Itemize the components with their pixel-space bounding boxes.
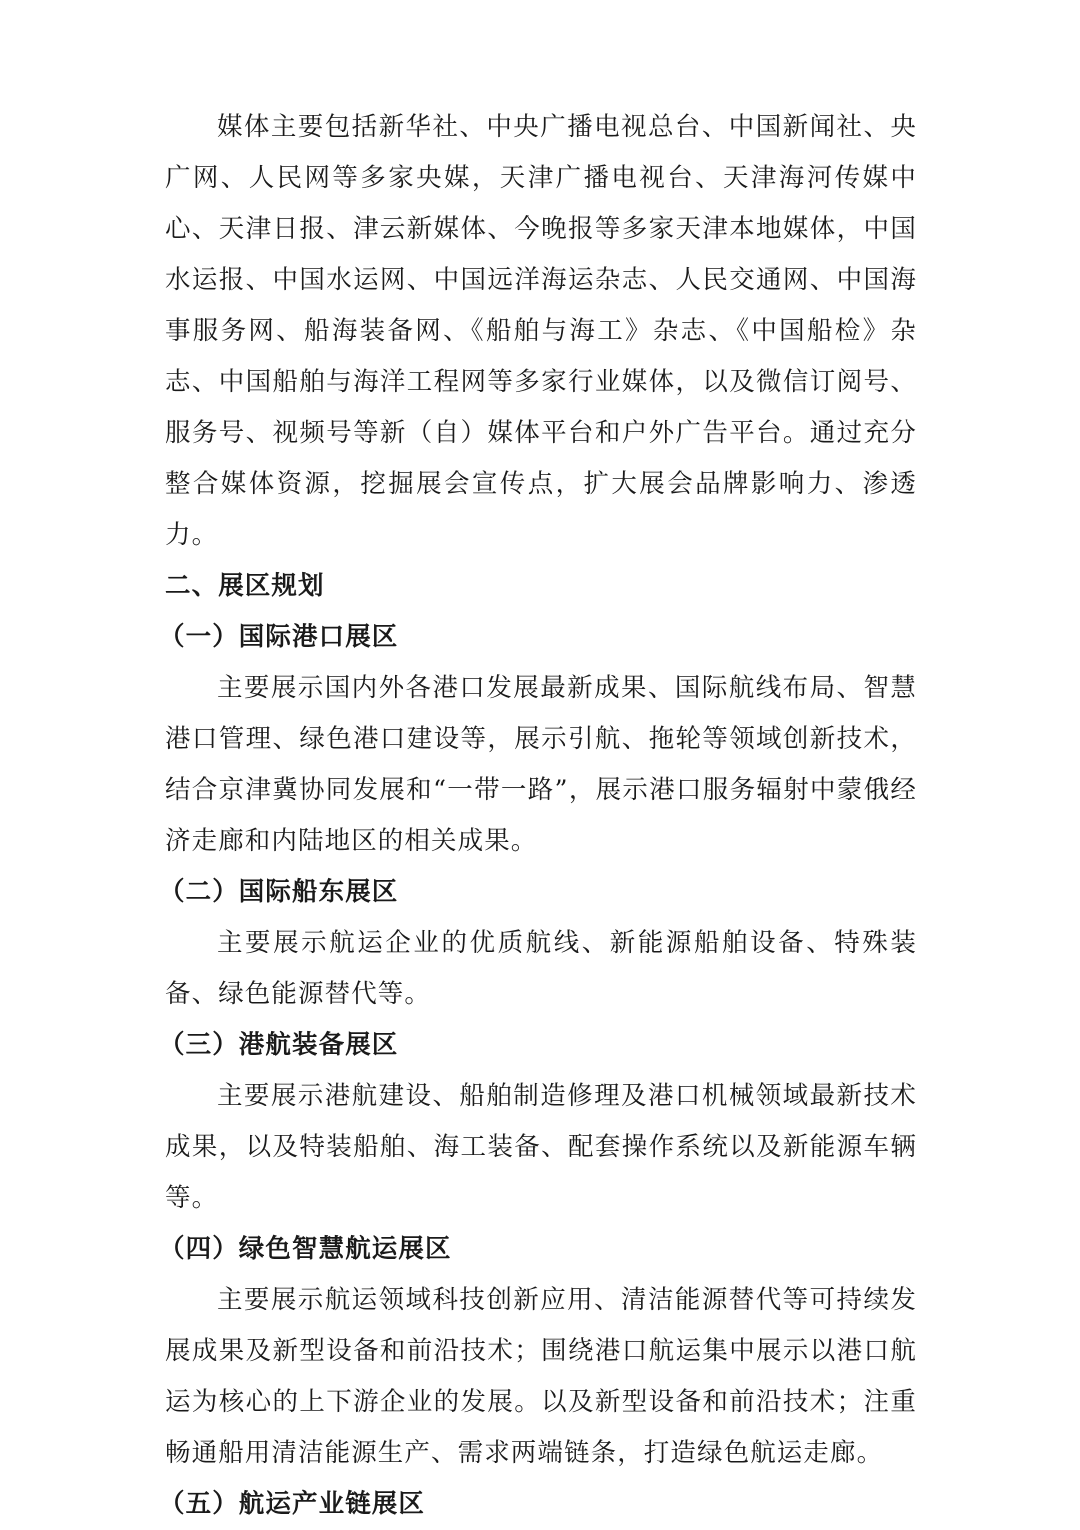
subsection-body-1: 主要展示国内外各港口发展最新成果、国际航线布局、智慧港口管理、绿色港口建设等，展示引航、拖轮等领域创新技术，结合京津冀协同发展和“一带一路”，展示港口服务辐射中蒙俄经济走廊和内陆地区的相关成果。 xyxy=(165,673,917,856)
subsection-heading-5: （五）航运产业链展区 xyxy=(159,1489,426,1519)
subsection-body-2: 主要展示航运企业的优质航线、新能源船舶设备、特殊装备、绿色能源替代等。 xyxy=(165,928,917,1009)
subsection-heading-1: （一）国际港口展区 xyxy=(159,622,399,652)
subsection-body-3: 主要展示港航建设、船舶制造修理及港口机械领域最新技术成果，以及特装船舶、海工装备、配套操作系统以及新能源车辆等。 xyxy=(165,1081,917,1213)
intro-paragraph: 媒体主要包括新华社、中央广播电视总台、中国新闻社、央广网、人民网等多家央媒，天津广播电视台、天津海河传媒中心、天津日报、津云新媒体、今晚报等多家天津本地媒体，中国水运报、中国水运网、中国远洋海运杂志、人民交通网、中国海事服务网、船海装备网、《船舶与海工》杂志、《中国船检》杂志、中国船舶与海洋工程网等多家行业媒体，以及微信订阅号、服务号、视频号等新（自）媒体平台和户外广告平台。通过充分整合媒体资源，挖掘展会宣传点，扩大展会品牌影响力、渗透力。 xyxy=(165,112,917,550)
document-page xyxy=(159,102,917,1530)
subsection-heading-3: （三）港航装备展区 xyxy=(159,1030,399,1060)
section-heading: 二、展区规划 xyxy=(165,571,325,601)
subsection-body-4: 主要展示航运领域科技创新应用、清洁能源替代等可持续发展成果及新型设备和前沿技术；围绕港口航运集中展示以港口航运为核心的上下游企业的发展。以及新型设备和前沿技术；注重畅通船用清洁能源生产、需求两端链条，打造绿色航运走廊。 xyxy=(165,1285,917,1468)
subsection-heading-2: （二）国际船东展区 xyxy=(159,877,399,907)
subsection-heading-4: （四）绿色智慧航运展区 xyxy=(159,1234,452,1264)
